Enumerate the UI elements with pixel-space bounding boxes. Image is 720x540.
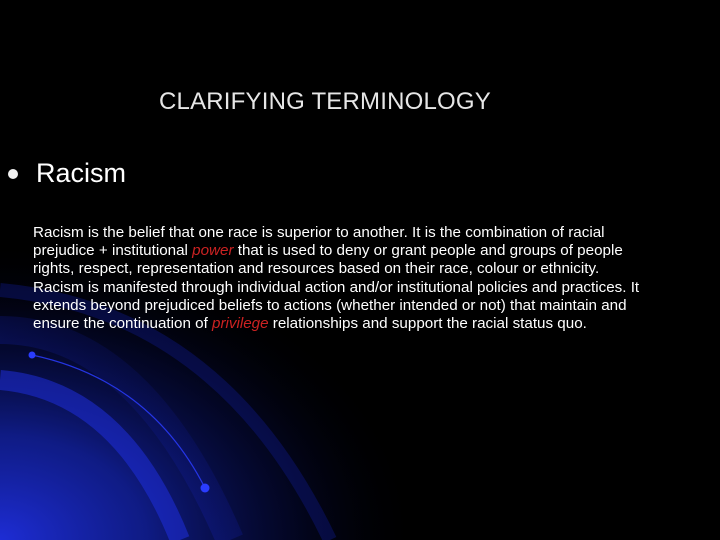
definition-paragraph [33, 224, 653, 333]
paragraph-text-part3: relationships and support the racial status quo. [268, 315, 587, 333]
slide-title: CLARIFYING TERMINOLOGY [158, 88, 491, 115]
paragraph-text-part2: that is used to deny or grant people and groups of people rights, respect, representation and resources based on their race, colour or ethnicity. Racism is manifested through individual action and/or institutional policies and practices. It extends beyond prejudiced beliefs to actions (whether intended or not) that maintain and ensure the continuation of [33, 242, 640, 333]
paragraph-text-part1: Racism is the belief that one race is superior to another. It is the combination of racial prejudice + institutional [33, 224, 605, 260]
emphasis-privilege: privilege [212, 315, 269, 333]
bullet-heading: Racism [36, 157, 127, 188]
emphasis-power: power [192, 242, 234, 260]
bullet-dot-icon [8, 169, 18, 179]
bullet-item [8, 155, 126, 191]
